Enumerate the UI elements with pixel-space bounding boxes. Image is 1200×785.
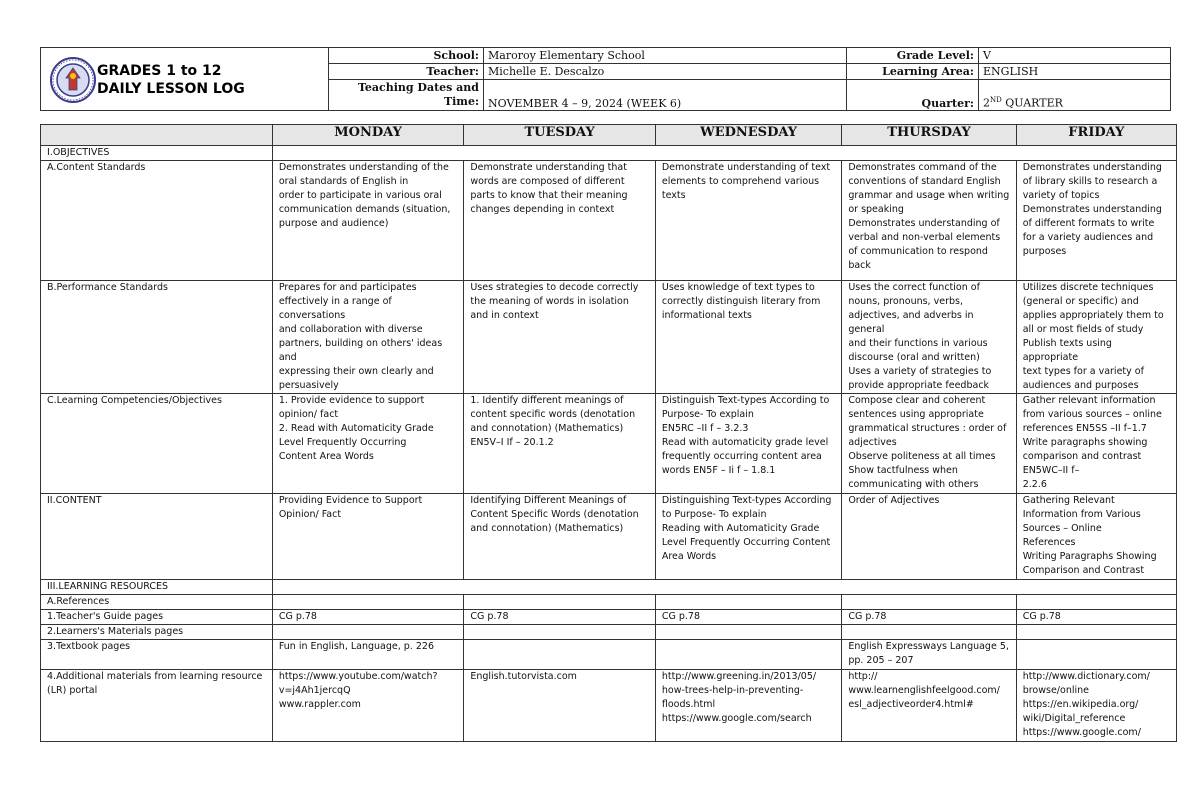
teachers-guide-tuesday: CG p.78 [464, 610, 656, 625]
day-header-friday: FRIDAY [1016, 125, 1176, 146]
school-label: School: [329, 48, 484, 64]
dates-label: Teaching Dates and Time: [329, 80, 484, 111]
references-thursday [842, 595, 1016, 610]
competencies-monday: 1. Provide evidence to support opinion/ fact 2. Read with Automaticity Grade Level Frequently Occurring Content Area Words [272, 394, 464, 494]
quarter-value [979, 80, 1171, 111]
grade-value: V [979, 48, 1171, 64]
school-value: Maroroy Elementary School [484, 48, 847, 64]
objectives-row [41, 146, 1177, 161]
textbook-thursday: English Expressways Language 5, pp. 205 – 207 [842, 640, 1016, 670]
performance-standards-tuesday: Uses strategies to decode correctly the meaning of words in isolation and in context [464, 281, 656, 394]
teachers-guide-row [41, 610, 1177, 625]
content-wednesday: Distinguishing Text-types According to Purpose- To explain Reading with Automaticity Grade Level Frequently Occurring Content Area Words [655, 494, 841, 580]
title-line1: GRADES 1 to 12 [97, 63, 222, 79]
deped-seal-icon [49, 56, 97, 104]
learning-resources-row [41, 580, 1177, 595]
row-label-learners-materials: 2.Learners's Materials pages [41, 625, 273, 640]
day-header-tuesday: TUESDAY [464, 125, 656, 146]
quarter-word: QUARTER [1005, 97, 1063, 110]
content-standards-row [41, 161, 1177, 281]
learning-resources-span [272, 580, 1176, 595]
competencies-tuesday: 1. Identify different meanings of content specific words (denotation and connotation) (Mathematics) EN5V–I If – 20.1.2 [464, 394, 656, 494]
content-row [41, 494, 1177, 580]
learners-materials-friday [1016, 625, 1176, 640]
performance-standards-thursday: Uses the correct function of nouns, pronouns, verbs, adjectives, and adverbs in general and their functions in various discourse (oral and written) Uses a variety of strategies to provide appropriate feedback [842, 281, 1016, 394]
day-header-thursday: THURSDAY [842, 125, 1016, 146]
quarter-num: 2 [983, 97, 990, 110]
textbook-wednesday [655, 640, 841, 670]
title-block [41, 48, 329, 111]
day-header-monday: MONDAY [272, 125, 464, 146]
competencies-friday: Gather relevant information from various sources – online references EN5SS –II f–1.7 Write paragraphs showing comparison and contrast EN5WC–II f– 2.2.6 [1016, 394, 1176, 494]
textbook-tuesday [464, 640, 656, 670]
references-tuesday [464, 595, 656, 610]
row-label-content: II.CONTENT [41, 494, 273, 580]
row-label-performance-standards: B.Performance Standards [41, 281, 273, 394]
content-standards-monday: Demonstrates understanding of the oral standards of English in order to participate in various oral communication demands (situation, purpose and audience) [272, 161, 464, 281]
additional-friday[interactable]: http://www.dictionary.com/ browse/online https://en.wikipedia.org/ wiki/Digital_reference https://www.google.com/ [1016, 670, 1176, 742]
grade-label: Grade Level: [847, 48, 979, 64]
row-label-competencies: C.Learning Competencies/Objectives [41, 394, 273, 494]
content-standards-wednesday: Demonstrate understanding of text elements to comprehend various texts [655, 161, 841, 281]
day-header-row [41, 125, 1177, 146]
dates-value: NOVEMBER 4 – 9, 2024 (WEEK 6) [484, 80, 847, 111]
area-value: ENGLISH [979, 64, 1171, 80]
lesson-log-table [40, 124, 1177, 742]
teacher-label: Teacher: [329, 64, 484, 80]
textbook-friday [1016, 640, 1176, 670]
learners-materials-row [41, 625, 1177, 640]
learners-materials-thursday [842, 625, 1016, 640]
performance-standards-row [41, 281, 1177, 394]
teachers-guide-monday: CG p.78 [272, 610, 464, 625]
performance-standards-wednesday: Uses knowledge of text types to correctly distinguish literary from informational texts [655, 281, 841, 394]
additional-monday[interactable]: https://www.youtube.com/watch? v=j4Ah1jercqQ www.rappler.com [272, 670, 464, 742]
learners-materials-monday [272, 625, 464, 640]
title-line2: DAILY LESSON LOG [97, 81, 245, 97]
competencies-wednesday: Distinguish Text-types According to Purpose- To explain EN5RC –II f – 3.2.3 Read with automaticity grade level frequently occurring content area words EN5F – Ii f – 1.8.1 [655, 394, 841, 494]
references-friday [1016, 595, 1176, 610]
quarter-sup: ND [990, 96, 1002, 105]
references-wednesday [655, 595, 841, 610]
day-header-wednesday: WEDNESDAY [655, 125, 841, 146]
teachers-guide-friday: CG p.78 [1016, 610, 1176, 625]
additional-tuesday[interactable]: English.tutorvista.com [464, 670, 656, 742]
header-table [40, 47, 1171, 111]
textbook-row [41, 640, 1177, 670]
performance-standards-friday: Utilizes discrete techniques (general or specific) and applies appropriately them to all or most fields of study Publish texts using appropriate text types for a variety of audiences and purposes [1016, 281, 1176, 394]
content-thursday: Order of Adjectives [842, 494, 1016, 580]
quarter-label: Quarter: [847, 80, 979, 111]
objectives-span [272, 146, 1176, 161]
content-standards-tuesday: Demonstrate understanding that words are composed of different parts to know that their meaning changes depending in context [464, 161, 656, 281]
content-monday: Providing Evidence to Support Opinion/ Fact [272, 494, 464, 580]
row-label-references: A.References [41, 595, 273, 610]
teachers-guide-thursday: CG p.78 [842, 610, 1016, 625]
learners-materials-wednesday [655, 625, 841, 640]
additional-materials-row [41, 670, 1177, 742]
competencies-row [41, 394, 1177, 494]
competencies-thursday: Compose clear and coherent sentences using appropriate grammatical structures : order of adjectives Observe politeness at all times Show tactfulness when communicating with others [842, 394, 1016, 494]
area-label: Learning Area: [847, 64, 979, 80]
row-label-additional-materials: 4.Additional materials from learning resource (LR) portal [41, 670, 273, 742]
row-label-learning-resources: III.LEARNING RESOURCES [41, 580, 273, 595]
row-label-objectives: I.OBJECTIVES [41, 146, 273, 161]
row-label-teachers-guide: 1.Teacher's Guide pages [41, 610, 273, 625]
content-friday: Gathering Relevant Information from Various Sources – Online References Writing Paragraphs Showing Comparison and Contrast [1016, 494, 1176, 580]
row-label-textbook: 3.Textbook pages [41, 640, 273, 670]
learners-materials-tuesday [464, 625, 656, 640]
teacher-value: Michelle E. Descalzo [484, 64, 847, 80]
references-row [41, 595, 1177, 610]
references-monday [272, 595, 464, 610]
corner-cell [41, 125, 273, 146]
content-standards-thursday: Demonstrates command of the conventions of standard English grammar and usage when writing or speaking Demonstrates understanding of verbal and non-verbal elements of communication to respond back [842, 161, 1016, 281]
teachers-guide-wednesday: CG p.78 [655, 610, 841, 625]
row-label-content-standards: A.Content Standards [41, 161, 273, 281]
additional-wednesday[interactable]: http://www.greening.in/2013/05/ how-trees-help-in-preventing- floods.html https://www.google.com/search [655, 670, 841, 742]
performance-standards-monday: Prepares for and participates effectively in a range of conversations and collaboration with diverse partners, building on others' ideas and expressing their own clearly and persuasively [272, 281, 464, 394]
textbook-monday: Fun in English, Language, p. 226 [272, 640, 464, 670]
additional-thursday[interactable]: http:// www.learnenglishfeelgood.com/ esl_adjectiveorder4.html# [842, 670, 1016, 742]
content-standards-friday: Demonstrates understanding of library skills to research a variety of topics Demonstrates understanding of different formats to write for a variety audiences and purposes [1016, 161, 1176, 281]
content-tuesday: Identifying Different Meanings of Content Specific Words (denotation and connotation) (Mathematics) [464, 494, 656, 580]
